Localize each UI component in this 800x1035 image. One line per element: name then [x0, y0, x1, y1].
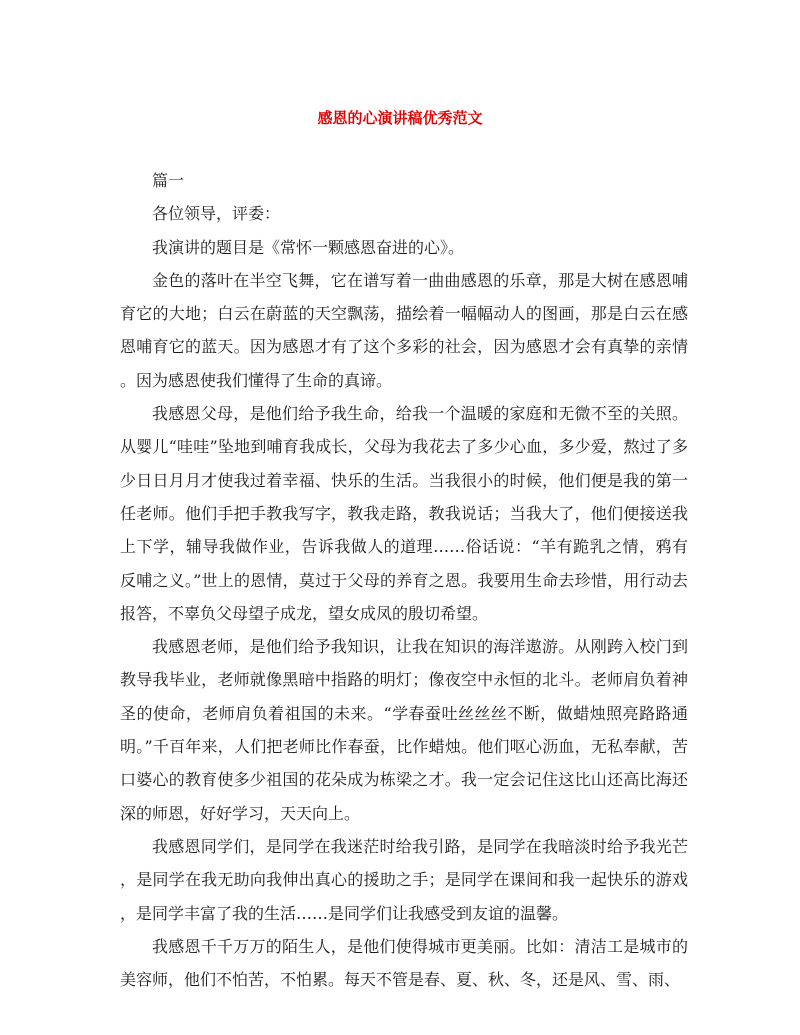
salutation: 各位领导，评委：	[152, 204, 281, 224]
paragraph-teachers: 我感恩老师，是他们给予我知识，让我在知识的海洋遨游。从刚跨入校门到教导我毕业，老师就像黑暗中指路的明灯；像夜空中永恒的北斗。老师肩负着神圣的使命，老师肩负着祖国的未来。“学春蚕吐丝丝丝不断，做蜡烛照亮路路通明。”千百年来，人们把老师比作春蚕，比作蜡烛。他们呕心沥血，无私奉献，苦口婆心的教育使多少祖国的花朵成为栋梁之才。我一定会记住这比山还高比海还深的师恩，好好学习，天天向上。	[120, 637, 688, 823]
speech-topic: 我演讲的题目是《常怀一颗感恩奋进的心》。	[152, 237, 465, 257]
paragraph-parents: 我感恩父母，是他们给予我生命，给我一个温暖的家庭和无微不至的关照。从婴儿“哇哇”坠地到哺育我成长，父母为我花去了多少心血，多少爱，熬过了多少日日月月才使我过着幸福、快乐的生活。当我很小的时候，他们便是我的第一任老师。他们手把手教我写字，教我走路，教我说话；当我大了，他们便接送我上下学，辅导我做作业，告诉我做人的道理……俗话说：“羊有跪乳之情，鸦有反哺之义。”世上的恩情，莫过于父母的养育之恩。我要用生命去珍惜，用行动去报答，不辜负父母望子成龙，望女成凤的殷切希望。	[120, 404, 688, 623]
document-title: 感恩的心演讲稿优秀范文	[317, 109, 483, 127]
document-body	[120, 164, 688, 996]
paragraph-intro: 金色的落叶在半空飞舞，它在谱写着一曲曲感恩的乐章，那是大树在感恩哺育它的大地；白云在蔚蓝的天空飘荡，描绘着一幅幅动人的图画，那是白云在感恩哺育它的蓝天。因为感恩才有了这个多彩的社会，因为感恩才会有真挚的亲情。因为感恩使我们懂得了生命的真谛。	[120, 270, 688, 390]
paragraph-strangers: 我感恩千千万万的陌生人，是他们使得城市更美丽。比如：清洁工是城市的美容师，他们不怕苦，不怕累。每天不管是春、夏、秋、冬，还是风、雪、雨、	[120, 936, 688, 990]
section-heading: 篇一	[152, 171, 185, 190]
paragraph-classmates: 我感恩同学们，是同学在我迷茫时给我引路，是同学在我暗淡时给予我光芒，是同学在我无助向我伸出真心的援助之手；是同学在课间和我一起快乐的游戏，是同学丰富了我的生活……是同学们让我感受到友谊的温馨。	[120, 836, 688, 923]
